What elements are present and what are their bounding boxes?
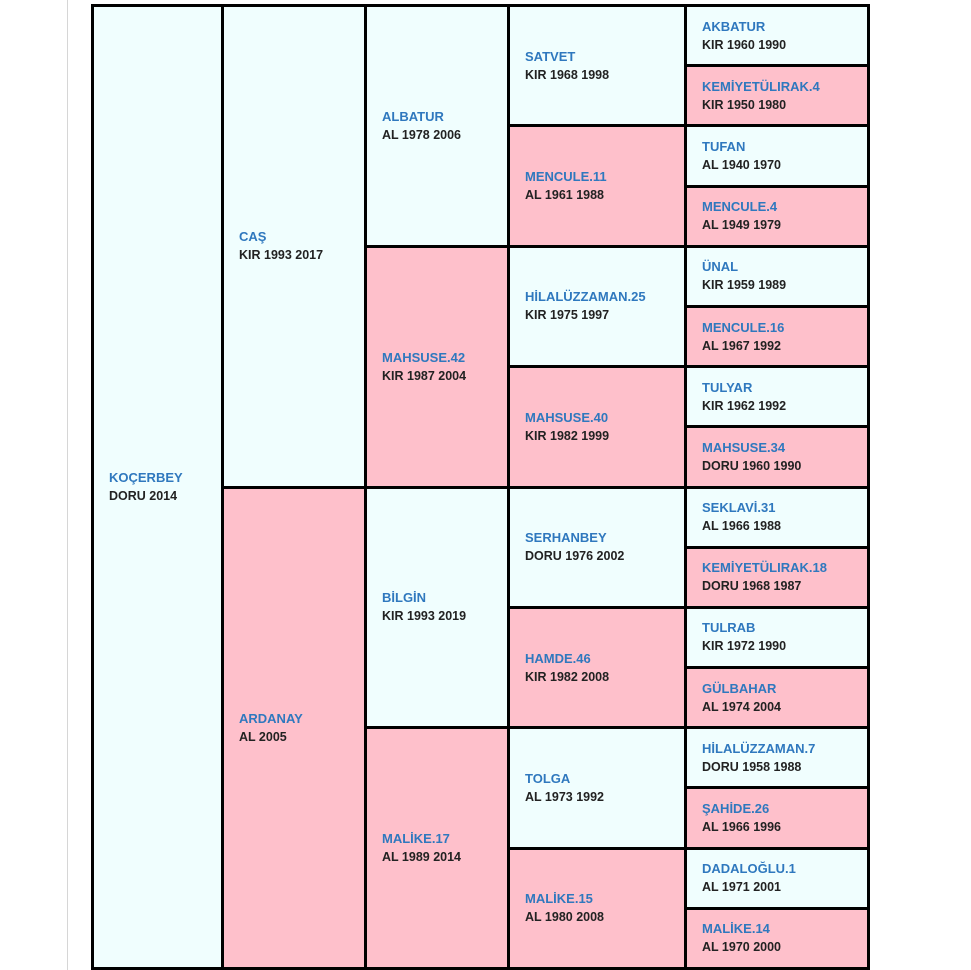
horse-link[interactable]: ŞAHİDE.26 xyxy=(702,801,770,817)
pedigree-cell-gen5 xyxy=(686,427,869,487)
pedigree-cell-gen4 xyxy=(509,728,686,848)
horse-info: AL 1966 1988 xyxy=(702,519,781,534)
page-left-rule xyxy=(67,0,68,970)
horse-info: KIR 1993 2017 xyxy=(239,248,324,263)
horse-link[interactable]: HİLALÜZZAMAN.25 xyxy=(525,289,646,305)
horse-link[interactable]: HİLALÜZZAMAN.7 xyxy=(702,740,816,756)
pedigree-cell-gen5 xyxy=(686,908,869,968)
horse-link[interactable]: TOLGA xyxy=(525,770,571,786)
pedigree-cell-gen5 xyxy=(686,728,869,788)
horse-info: AL 1940 1970 xyxy=(702,157,781,172)
pedigree-cell-gen3 xyxy=(366,487,509,728)
pedigree-cell-gen4 xyxy=(509,607,686,727)
horse-link[interactable]: SERHANBEY xyxy=(525,530,607,546)
horse-info: KIR 1968 1998 xyxy=(525,67,610,82)
pedigree-cell-gen4 xyxy=(509,848,686,968)
horse-link[interactable]: DADALOĞLU.1 xyxy=(702,861,796,877)
horse-link[interactable]: GÜLBAHAR xyxy=(702,680,777,696)
pedigree-cell-gen4 xyxy=(509,246,686,366)
horse-info: AL 1971 2001 xyxy=(702,880,781,895)
pedigree-cell-gen5 xyxy=(686,186,869,246)
pedigree-cell-gen3 xyxy=(366,6,509,247)
horse-link[interactable]: SATVET xyxy=(525,48,576,64)
pedigree-cell-gen5 xyxy=(686,607,869,667)
horse-info: AL 1970 2000 xyxy=(702,940,781,955)
pedigree-cell-gen3 xyxy=(366,246,509,487)
pedigree-cell-gen5 xyxy=(686,306,869,366)
pedigree-cell-gen4 xyxy=(509,126,686,246)
pedigree-cell-gen5 xyxy=(686,246,869,306)
horse-info: KIR 1960 1990 xyxy=(702,37,787,52)
horse-info: DORU 2014 xyxy=(109,489,178,503)
horse-link[interactable]: MENCULE.11 xyxy=(525,169,607,185)
pedigree-cell-gen5 xyxy=(686,126,869,186)
pedigree-table xyxy=(91,4,870,970)
pedigree-cell-gen5 xyxy=(686,788,869,848)
pedigree-cell-gen3 xyxy=(366,728,509,969)
pedigree-cell-gen5 xyxy=(686,668,869,728)
horse-info: AL 1973 1992 xyxy=(525,789,604,804)
horse-link[interactable]: MENCULE.16 xyxy=(702,319,785,335)
horse-info: KIR 1972 1990 xyxy=(702,639,787,654)
horse-info: AL 1980 2008 xyxy=(525,910,604,925)
horse-info: DORU 1960 1990 xyxy=(702,458,802,473)
horse-link[interactable]: TULYAR xyxy=(702,379,753,395)
horse-link[interactable]: ALBATUR xyxy=(382,108,444,124)
horse-info: AL 1966 1996 xyxy=(702,820,781,835)
horse-info: KIR 1975 1997 xyxy=(525,308,610,323)
pedigree-cell-gen5 xyxy=(686,66,869,126)
horse-info: KIR 1962 1992 xyxy=(702,398,787,413)
horse-info: DORU 1968 1987 xyxy=(702,579,802,594)
horse-info: DORU 1958 1988 xyxy=(702,759,802,774)
pedigree-cell-sire xyxy=(223,6,366,488)
horse-link[interactable]: KEMİYETÜLIRAK.18 xyxy=(702,560,827,576)
horse-link[interactable]: ARDANAY xyxy=(239,710,303,726)
pedigree-cell-gen5 xyxy=(686,547,869,607)
horse-link[interactable]: ÜNAL xyxy=(702,259,739,275)
horse-link[interactable]: CAŞ xyxy=(239,229,267,245)
horse-link[interactable]: TULRAB xyxy=(702,620,756,636)
horse-link[interactable]: BİLGİN xyxy=(382,590,427,606)
horse-info: DORU 1976 2002 xyxy=(525,549,625,564)
horse-info: AL 1974 2004 xyxy=(702,699,781,714)
pedigree-cell-gen5 xyxy=(686,487,869,547)
horse-link[interactable]: TUFAN xyxy=(702,138,746,154)
pedigree-cell-dam xyxy=(223,487,366,969)
horse-info: AL 1989 2014 xyxy=(382,850,461,865)
horse-info: KIR 1987 2004 xyxy=(382,368,467,383)
horse-link[interactable]: MALİKE.15 xyxy=(525,891,593,907)
horse-link[interactable]: MALİKE.14 xyxy=(702,921,770,937)
horse-link[interactable]: MAHSUSE.42 xyxy=(382,349,466,365)
horse-link[interactable]: KEMİYETÜLIRAK.4 xyxy=(702,78,820,94)
pedigree-cell-gen5 xyxy=(686,367,869,427)
horse-info: AL 1949 1979 xyxy=(702,218,781,233)
horse-info: KIR 1982 1999 xyxy=(525,428,610,443)
pedigree-cell-gen5 xyxy=(686,6,869,66)
horse-info: AL 1961 1988 xyxy=(525,188,604,203)
pedigree-cell-gen5 xyxy=(686,848,869,908)
horse-link[interactable]: MAHSUSE.40 xyxy=(525,409,609,425)
horse-link[interactable]: SEKLAVİ.31 xyxy=(702,500,776,516)
horse-info: KIR 1982 2008 xyxy=(525,669,610,684)
horse-link[interactable]: MALİKE.17 xyxy=(382,831,450,847)
pedigree-cell-gen4 xyxy=(509,487,686,607)
horse-info: KIR 1950 1980 xyxy=(702,97,787,112)
pedigree-cell-gen4 xyxy=(509,367,686,487)
horse-link[interactable]: KOÇERBEY xyxy=(109,470,183,485)
horse-info: AL 1978 2006 xyxy=(382,127,461,142)
horse-info: AL 1967 1992 xyxy=(702,338,781,353)
pedigree-cell-gen4 xyxy=(509,6,686,126)
horse-link[interactable]: MAHSUSE.34 xyxy=(702,439,786,455)
horse-info: KIR 1993 2019 xyxy=(382,609,467,624)
horse-link[interactable]: MENCULE.4 xyxy=(702,199,778,215)
horse-link[interactable]: AKBATUR xyxy=(702,18,766,34)
horse-link[interactable]: HAMDE.46 xyxy=(525,650,591,666)
pedigree-cell-subject xyxy=(93,6,223,969)
horse-info: KIR 1959 1989 xyxy=(702,278,787,293)
horse-info: AL 2005 xyxy=(239,729,287,744)
